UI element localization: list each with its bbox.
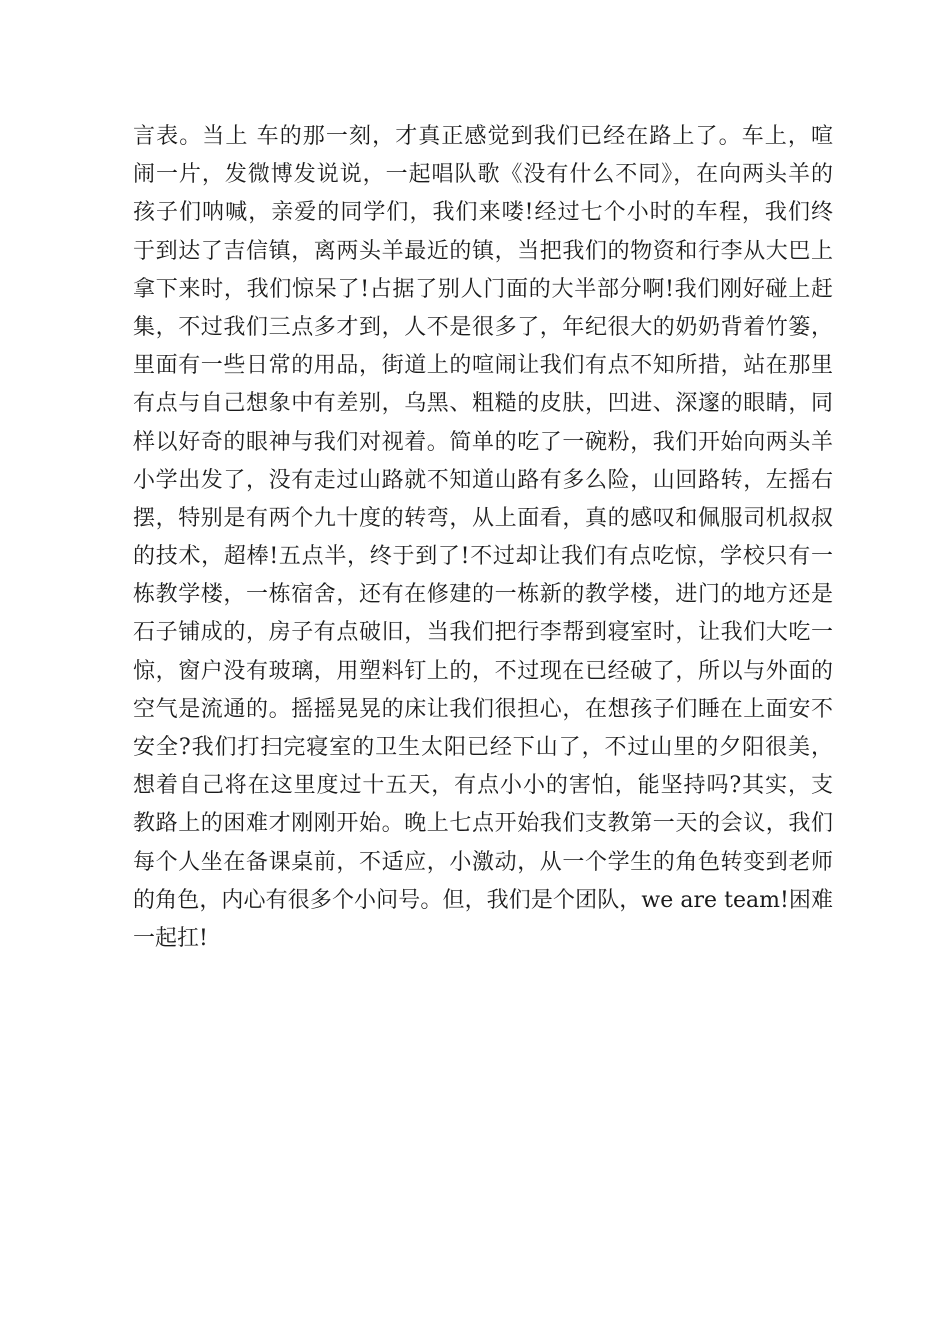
text-line: 栋教学楼，一栋宿舍，还有在修建的一栋新的教学楼，进门的地方还是 — [133, 582, 833, 608]
text-line: 的角色，内心有很多个小问号。但，我们是个团队，we are team!困难 — [133, 887, 833, 913]
text-line: 样以好奇的眼神与我们对视着。简单的吃了一碗粉，我们开始向两头羊 — [133, 429, 833, 455]
text-line: 于到达了吉信镇，离两头羊最近的镇，当把我们的物资和行李从大巴上 — [133, 238, 833, 264]
text-line: 言表。当上 车的那一刻，才真正感觉到我们已经在路上了。车上，喧 — [133, 124, 833, 149]
text-line: 惊，窗户没有玻璃，用塑料钉上的，不过现在已经破了，所以与外面的 — [133, 658, 833, 684]
text-line: 的技术，超棒!五点半，终于到了!不过却让我们有点吃惊，学校只有一 — [133, 544, 833, 570]
text-line: 摆，特别是有两个九十度的转弯，从上面看，真的感叹和佩服司机叔叔 — [133, 505, 833, 531]
text-line: 里面有一些日常的用品，街道上的喧闹让我们有点不知所措，站在那里 — [133, 353, 833, 379]
text-line: 石子铺成的，房子有点破旧，当我们把行李帮到寝室时，让我们大吃一 — [133, 620, 833, 646]
text-line: 小学出发了，没有走过山路就不知道山路有多么险，山回路转，左摇右 — [133, 467, 833, 493]
text-line: 有点与自己想象中有差别，乌黑、粗糙的皮肤，凹进、深邃的眼睛，同 — [133, 391, 833, 417]
text-line: 拿下来时，我们惊呆了!占据了别人门面的大半部分啊!我们刚好碰上赶 — [133, 276, 833, 302]
text-line: 教路上的困难才刚刚开始。晚上七点开始我们支教第一天的会议，我们 — [133, 811, 833, 837]
text-line: 闹一片，发微博发说说，一起唱队歌《没有什么不同》，在向两头羊的 — [133, 162, 833, 188]
text-line-last: 一起扛! — [133, 925, 208, 951]
text-line: 集，不过我们三点多才到，人不是很多了，年纪很大的奶奶背着竹篓， — [133, 314, 833, 340]
text-line: 孩子们呐喊，亲爱的同学们，我们来喽!经过七个小时的车程，我们终 — [133, 200, 833, 226]
text-line: 想着自己将在这里度过十五天，有点小小的害怕，能坚持吗?其实，支 — [133, 773, 833, 799]
text-line: 每个人坐在备课桌前，不适应，小激动，从一个学生的角色转变到老师 — [133, 849, 833, 875]
text-line: 安全?我们打扫完寝室的卫生太阳已经下山了，不过山里的夕阳很美， — [133, 735, 833, 760]
text-line: 空气是流通的。摇摇晃晃的床让我们很担心，在想孩子们睡在上面安不 — [133, 696, 833, 722]
body-text — [133, 118, 833, 958]
